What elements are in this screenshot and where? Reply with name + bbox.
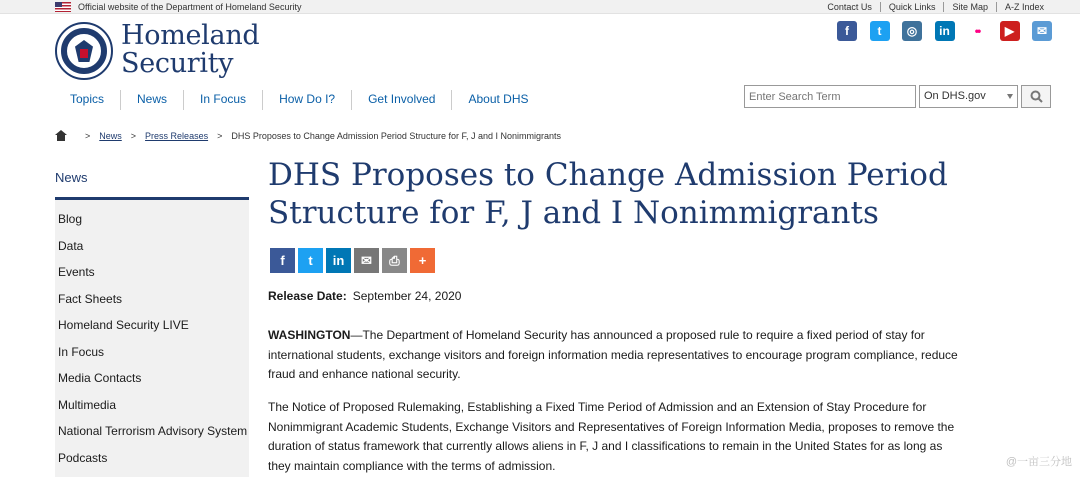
linkedin-icon[interactable]: in <box>935 21 955 41</box>
dhs-logo[interactable] <box>55 20 260 80</box>
flickr-icon[interactable]: •• <box>967 21 987 41</box>
main-nav <box>55 90 545 110</box>
breadcrumb-press-releases[interactable]: Press Releases <box>145 130 209 141</box>
sidebar-item-media-contacts[interactable]: Media Contacts <box>58 371 142 385</box>
release-date-label: Release Date: <box>268 289 347 303</box>
page-title: DHS Proposes to Change Admission Period Structure for F, J and I Nonimmigrants <box>268 157 948 231</box>
sidebar-item-podcasts[interactable]: Podcasts <box>58 450 108 465</box>
us-flag-icon <box>55 2 71 12</box>
sidebar-item-fact-sheets[interactable]: Fact Sheets <box>58 291 123 306</box>
nav-news[interactable]: News <box>120 90 183 110</box>
share-print-button[interactable]: ⎙ <box>382 248 407 273</box>
sidebar-item-ntas[interactable]: National Terrorism Advisory System <box>58 424 248 438</box>
social-icons <box>825 21 1053 41</box>
breadcrumb-current: DHS Proposes to Change Admission Period Structure for F, J and I Nonimmigrants <box>231 130 561 141</box>
share-linkedin-button[interactable]: in <box>326 248 351 273</box>
share-twitter-button[interactable]: t <box>298 248 323 273</box>
share-more-button[interactable]: + <box>410 248 435 273</box>
chevron-down-icon <box>1007 94 1013 99</box>
site-map-link[interactable]: Site Map <box>943 2 996 12</box>
contact-us-link[interactable]: Contact Us <box>827 2 872 12</box>
youtube-icon[interactable]: ▶ <box>1000 21 1020 41</box>
nav-about-dhs[interactable]: About DHS <box>451 90 544 110</box>
email-icon[interactable]: ✉ <box>1032 21 1052 41</box>
twitter-icon[interactable]: t <box>870 21 890 41</box>
sidebar-item-multimedia[interactable]: Multimedia <box>58 397 117 412</box>
paragraph-1-text: —The Department of Homeland Security has announced a proposed rule to require a fixed period of stay for international students, exchange visitors and foreign information media representatives to encourage program compliance, reduce fraud and enhance national security. <box>268 328 958 381</box>
breadcrumb: > News > Press Releases > DHS Proposes to Change Admission Period Structure for F, J and I Nonimmigrants <box>55 130 561 141</box>
utility-links <box>819 2 1052 12</box>
nav-in-focus[interactable]: In Focus <box>183 90 262 110</box>
share-email-button[interactable]: ✉ <box>354 248 379 273</box>
share-facebook-button[interactable]: f <box>270 248 295 273</box>
logo-line-1: Homeland <box>121 20 260 51</box>
article-paragraph-2: The Notice of Proposed Rulemaking, Establishing a Fixed Time Period of Admission and an Extension of Stay Procedure for Nonimmigrant Academic Students, Exchange Visitors and Representatives of Foreign Information Media, proposes to remove the duration of status framework that currently allows aliens in F, J and I classifications to remain in the United States for as long as they maintain compliance with the terms of admission. <box>268 400 955 473</box>
share-toolbar <box>270 248 438 273</box>
facebook-icon[interactable]: f <box>837 21 857 41</box>
search-scope-value: On DHS.gov <box>924 90 986 102</box>
logo-line-2: Security <box>121 48 234 79</box>
sidebar-list <box>55 200 249 477</box>
sidebar <box>55 160 249 477</box>
gov-banner <box>0 0 1080 14</box>
release-date-value: September 24, 2020 <box>352 289 462 303</box>
dateline: WASHINGTON <box>268 328 351 342</box>
instagram-icon[interactable]: ◎ <box>902 21 922 41</box>
sidebar-item-homeland-security-live[interactable]: Homeland Security LIVE <box>58 318 189 332</box>
article-paragraph-1 <box>268 326 968 385</box>
nav-how-do-i[interactable]: How Do I? <box>262 90 351 110</box>
a-z-index-link[interactable]: A-Z Index <box>996 2 1052 12</box>
search-input[interactable] <box>744 85 916 108</box>
sidebar-item-in-focus[interactable]: In Focus <box>58 344 105 359</box>
watermark: @一亩三分地 <box>1005 456 1072 468</box>
search-button[interactable] <box>1021 85 1051 108</box>
release-date <box>268 289 461 303</box>
gov-banner-text: Official website of the Department of Homeland Security <box>78 2 302 12</box>
search-icon <box>1030 90 1043 103</box>
sidebar-item-events[interactable]: Events <box>58 265 95 279</box>
nav-topics[interactable]: Topics <box>70 92 105 106</box>
quick-links-link[interactable]: Quick Links <box>880 2 944 12</box>
nav-get-involved[interactable]: Get Involved <box>351 90 451 110</box>
home-icon[interactable] <box>55 130 67 141</box>
logo-text <box>121 22 259 78</box>
dhs-seal-icon <box>55 22 113 80</box>
search-scope-select[interactable] <box>919 85 1018 108</box>
sidebar-title[interactable]: News <box>55 160 249 200</box>
sidebar-item-data[interactable]: Data <box>58 238 84 253</box>
breadcrumb-news[interactable]: News <box>99 130 122 141</box>
sidebar-item-blog[interactable]: Blog <box>58 212 83 226</box>
